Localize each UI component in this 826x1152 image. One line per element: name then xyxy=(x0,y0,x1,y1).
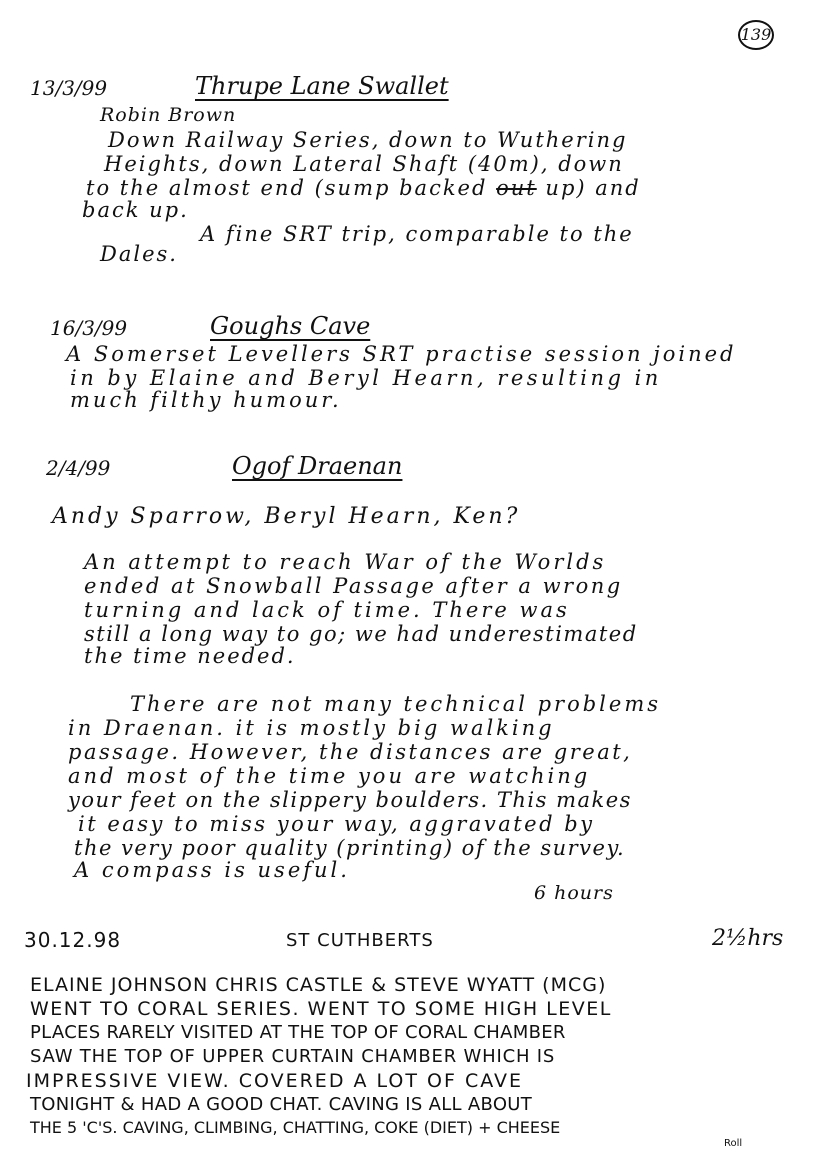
entry-line: A Somerset Levellers SRT practise session joined xyxy=(66,342,737,366)
entry-line: the time needed. xyxy=(84,644,296,668)
entry-line: it easy to miss your way, aggravated by xyxy=(78,812,595,836)
entry-line: still a long way to go; we had underestimated xyxy=(84,622,638,646)
entry-date: 16/3/99 xyxy=(50,316,128,340)
entry-line: back up. xyxy=(82,198,189,222)
struck-word: out xyxy=(496,176,537,200)
entry-line: SAW THE TOP OF UPPER CURTAIN CHAMBER WHICH IS xyxy=(30,1046,556,1067)
entry-line: the very poor quality (printing) of the survey. xyxy=(74,836,626,860)
entry-line: Down Railway Series, down to Wuthering xyxy=(108,128,628,152)
entry-date: 30.12.98 xyxy=(24,928,122,952)
entry-people: Andy Sparrow, Beryl Hearn, Ken? xyxy=(52,504,521,529)
entry-title: Ogof Draenan xyxy=(232,452,403,480)
entry-title: Goughs Cave xyxy=(210,312,371,340)
entry-line: turning and lack of time. There was xyxy=(84,598,570,622)
entry-line: in Draenan. it is mostly big walking xyxy=(68,716,555,740)
entry-title: ST CUTHBERTS xyxy=(286,930,434,951)
entry-date: 13/3/99 xyxy=(30,76,108,100)
entry-line: THE 5 'C'S. CAVING, CLIMBING, CHATTING, COKE (DIET) + CHEESE xyxy=(30,1118,561,1137)
entry-line: ended at Snowball Passage after a wrong xyxy=(84,574,623,598)
entry-duration: 2½hrs xyxy=(712,926,784,951)
entry-duration: 6 hours xyxy=(534,882,614,904)
entry-people: Robin Brown xyxy=(100,104,237,126)
entry-line: An attempt to reach War of the Worlds xyxy=(84,550,607,574)
entry-line: PLACES RARELY VISITED AT THE TOP OF CORAL CHAMBER xyxy=(30,1022,566,1043)
entry-line: There are not many technical problems xyxy=(130,692,662,716)
entry-line: ELAINE JOHNSON CHRIS CASTLE & STEVE WYATT (MCG) xyxy=(30,974,607,996)
entry-line: TONIGHT & HAD A GOOD CHAT. CAVING IS ALL ABOUT xyxy=(30,1094,533,1115)
entry-line: in by Elaine and Beryl Hearn, resulting in xyxy=(70,366,662,390)
entry-footer: Roll xyxy=(724,1138,743,1149)
entry-line: A fine SRT trip, comparable to the xyxy=(200,222,634,246)
entry-line: WENT TO CORAL SERIES. WENT TO SOME HIGH LEVEL xyxy=(30,998,612,1020)
entry-line: A compass is useful. xyxy=(74,858,350,882)
entry-date: 2/4/99 xyxy=(46,456,111,480)
entry-line: Dales. xyxy=(100,242,178,266)
entry-line: passage. However, the distances are great, xyxy=(68,740,633,764)
entry-line: your feet on the slippery boulders. This makes xyxy=(68,788,632,812)
entry-line-tail: up) and xyxy=(545,176,641,200)
entry-line xyxy=(86,176,641,200)
page-number: 139 xyxy=(738,20,774,50)
entry-line: IMPRESSIVE VIEW. COVERED A LOT OF CAVE xyxy=(26,1070,524,1092)
entry-line: Heights, down Lateral Shaft (40m), down xyxy=(104,152,624,176)
entry-line: and most of the time you are watching xyxy=(68,764,591,788)
entry-line-text: to the almost end (sump backed xyxy=(86,176,488,200)
entry-line: much filthy humour. xyxy=(70,388,342,412)
entry-title: Thrupe Lane Swallet xyxy=(195,72,449,100)
